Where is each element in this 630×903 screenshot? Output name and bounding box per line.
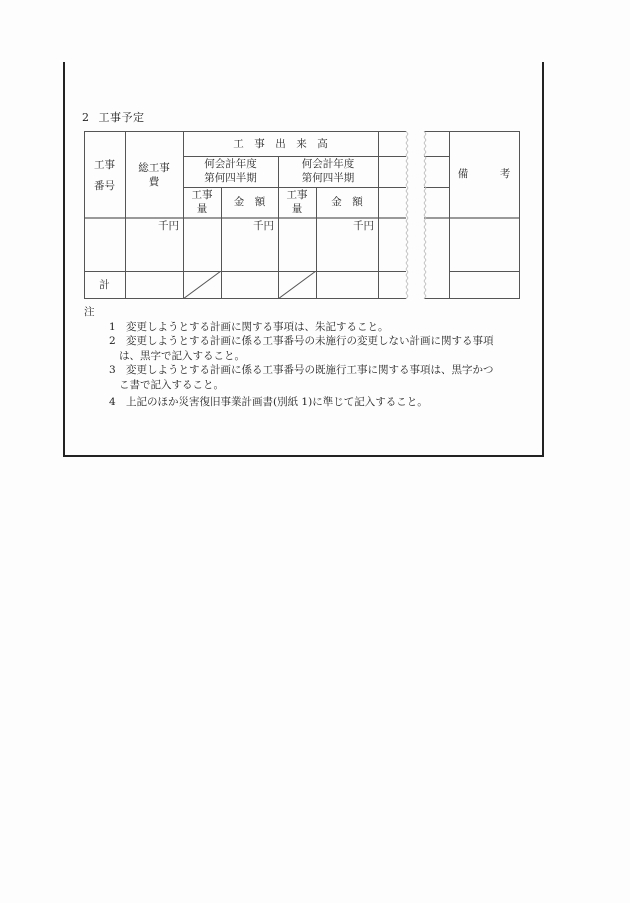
rule <box>378 131 379 299</box>
rule <box>424 217 520 219</box>
table-border-bottom-left <box>84 298 406 299</box>
header-biko: 備 考 <box>457 168 511 180</box>
notes-heading: 注 <box>84 306 95 318</box>
slash-cell-icon <box>278 271 317 299</box>
schedule-table <box>84 131 520 299</box>
header-koji-bango: 工事 番号 <box>94 159 115 192</box>
note-item: 1 変更しようとする計画に関する事項は、朱記すること。 <box>109 320 389 333</box>
rule <box>424 298 520 299</box>
section-title <box>82 109 145 125</box>
table-border-top-left <box>84 131 406 132</box>
break-wave-left-icon <box>404 131 410 299</box>
header-so-kojihi: 総工事 費 <box>138 162 170 188</box>
rule <box>424 131 520 132</box>
section-heading: 工事予定 <box>98 111 145 124</box>
header-dekidaka: 工 事 出 来 高 <box>233 138 328 150</box>
total-label: 計 <box>99 279 110 291</box>
unit-kingaku-1: 千円 <box>253 220 274 232</box>
header-kingaku-2: 金 額 <box>331 196 363 208</box>
rule <box>519 131 520 299</box>
break-wave-right-icon <box>422 131 428 299</box>
header-koji-ryo-1: 工事 量 <box>191 189 213 215</box>
header-period-2: 何会計年度 第何四半期 <box>301 158 355 184</box>
slash-cell-icon <box>183 271 222 299</box>
rule <box>125 131 126 299</box>
note-item: 4 上記のほか災害復旧事業計画書(別紙 1)に準じて記入すること。 <box>109 396 428 408</box>
unit-so-kojihi: 千円 <box>158 220 179 232</box>
rule <box>449 131 450 299</box>
note-item: 3 変更しようとする計画に係る工事番号の既施行工事に関する事項は、黒字かつ こ書で記入すること。 <box>109 364 494 391</box>
header-kingaku-1: 金 額 <box>233 196 266 208</box>
note-item: 2 変更しようとする計画に係る工事番号の未施行の変更しない計画に関する事項 は、黒字で記入すること。 <box>109 335 494 362</box>
rule <box>449 271 520 272</box>
header-koji-ryo-2: 工事 量 <box>286 189 308 215</box>
notes-section <box>84 305 494 410</box>
header-period-1: 何会計年度 第何四半期 <box>204 158 257 184</box>
section-number: 2 <box>82 111 90 124</box>
unit-kingaku-2: 千円 <box>353 220 374 232</box>
rule <box>84 271 406 272</box>
